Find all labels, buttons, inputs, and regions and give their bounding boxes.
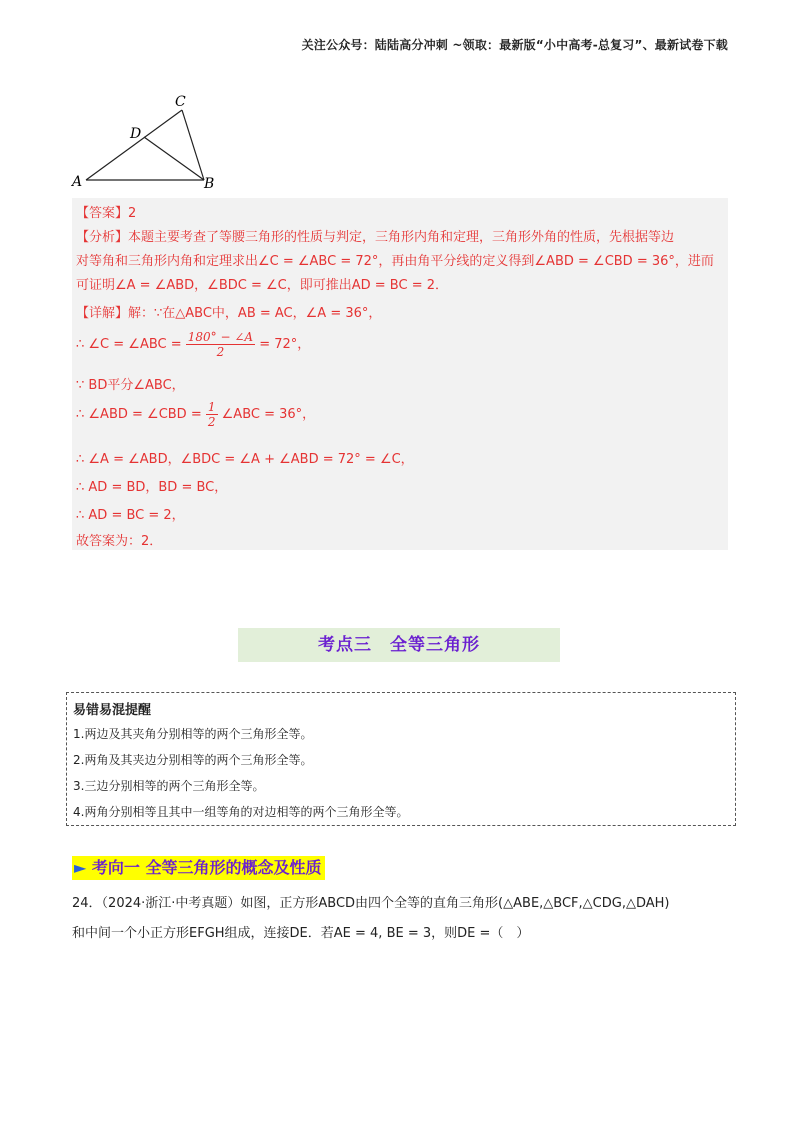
fraction-numerator: 1	[207, 400, 216, 414]
answer-box	[72, 198, 728, 550]
label-a: A	[72, 174, 83, 190]
detail-4-suffix: ∠ABC = 36°，	[221, 407, 316, 422]
detail-line-2	[76, 330, 310, 359]
answer-line: 【答案】2	[76, 206, 137, 221]
tip-item: 4.两角分别相等且其中一组等角的对边相等的两个三角形全等。	[73, 805, 409, 819]
label-d: D	[130, 126, 142, 142]
fraction-denominator: 2	[216, 345, 225, 359]
side-bc	[182, 110, 204, 180]
detail-line-1: 【详解】解：∵在△ABC中，AB = AC，∠A = 36°，	[76, 306, 382, 321]
analysis-line-3: 可证明∠A = ∠ABD，∠BDC = ∠C，即可推出AD = BC = 2．	[76, 278, 448, 293]
fraction-half	[206, 400, 218, 429]
detail-line-7: ∴ AD = BC = 2，	[76, 508, 185, 523]
label-b: B	[204, 176, 215, 192]
detail-line-6: ∴ AD = BD，BD = BC，	[76, 480, 228, 495]
segment-bd	[144, 137, 204, 180]
detail-2-prefix: ∴ ∠C = ∠ABC =	[76, 337, 182, 352]
tips-title: 易错易混提醒	[73, 703, 152, 718]
page-header: 关注公众号：陆陆高分冲刺 ~领取：最新版“小中高考-总复习”、最新试卷下载	[301, 38, 728, 52]
detail-line-4	[76, 400, 315, 429]
final-answer: 故答案为：2．	[76, 534, 163, 549]
triangle-diagram	[70, 92, 230, 192]
question-line-1: 24．（2024·浙江·中考真题）如图，正方形ABCD由四个全等的直角三角形(△ABE,△BCF,△CDG,△DAH)	[72, 896, 670, 911]
detail-2-suffix: = 72°，	[259, 337, 311, 352]
detail-line-3: ∵ BD平分∠ABC，	[76, 378, 185, 393]
analysis-line-2: 对等角和三角形内角和定理求出∠C = ∠ABC = 72°，再由角平分线的定义得到∠ABD = ∠CBD = 36°，进而	[76, 254, 714, 269]
direction-heading	[72, 856, 325, 880]
direction-text: 考向一 全等三角形的概念及性质	[91, 858, 322, 877]
detail-4-prefix: ∴ ∠ABD = ∠CBD =	[76, 407, 202, 422]
analysis-line-1: 【分析】本题主要考查了等腰三角形的性质与判定，三角形内角和定理，三角形外角的性质，先根据等边	[76, 230, 675, 245]
arrow-icon: ►	[74, 858, 87, 877]
tip-item: 2.两角及其夹边分别相等的两个三角形全等。	[73, 753, 313, 767]
question-line-2: 和中间一个小正方形EFGH组成，连接DE．若AE = 4, BE = 3，则DE =（ ）	[72, 926, 530, 941]
tip-item: 3.三边分别相等的两个三角形全等。	[73, 779, 265, 793]
tip-item: 1.两边及其夹角分别相等的两个三角形全等。	[73, 727, 313, 741]
side-ac	[86, 110, 182, 180]
tips-box	[66, 692, 736, 826]
section-title: 考点三 全等三角形	[238, 628, 560, 662]
triangle-figure	[70, 92, 230, 192]
fraction-numerator: 180° − ∠A	[187, 330, 254, 344]
fraction-angle	[186, 330, 255, 359]
detail-line-5: ∴ ∠A = ∠ABD，∠BDC = ∠A + ∠ABD = 72° = ∠C，	[76, 452, 414, 467]
label-c: C	[175, 94, 186, 110]
fraction-denominator: 2	[207, 415, 216, 429]
